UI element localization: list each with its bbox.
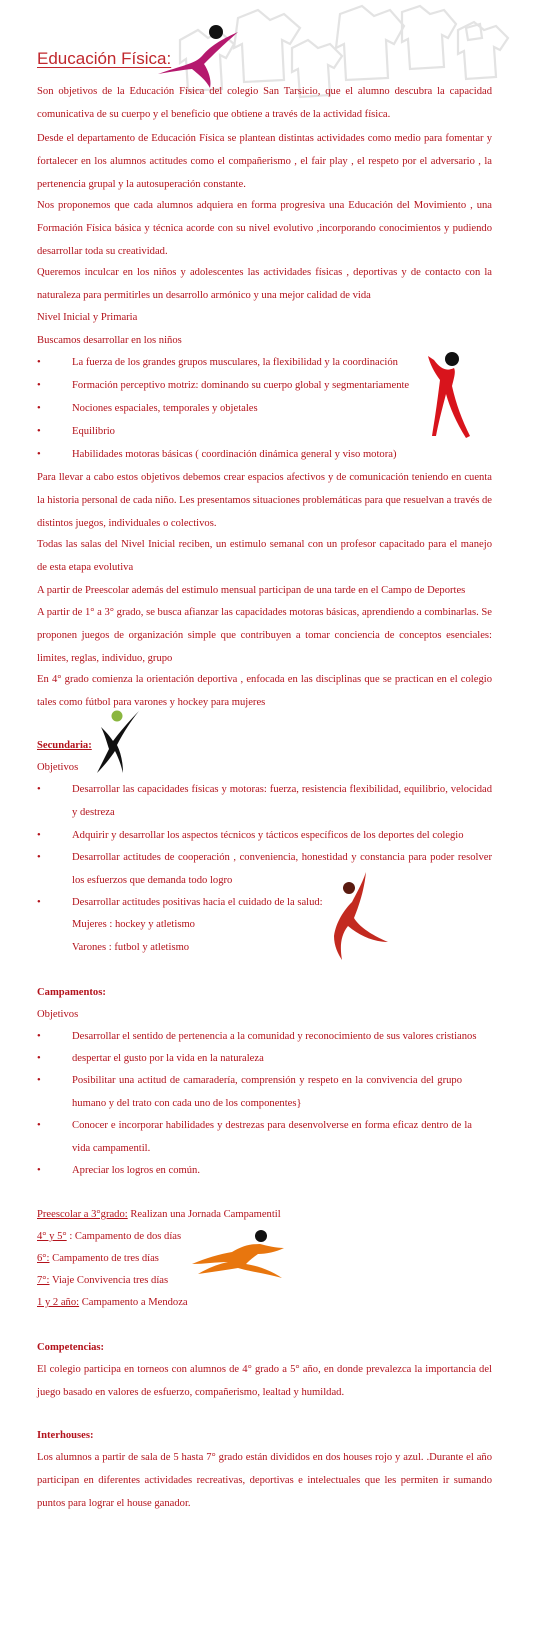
list-item-text: Nociones espaciales, temporales y objetales <box>72 403 258 414</box>
list-item-text: Desarrollar las capacidades físicas y motoras: fuerza, resistencia flexibilidad, equilibrio, velocidad y destreza <box>72 784 492 818</box>
list-item-text: Desarrollar el sentido de pertenencia a la comunidad y reconocimiento de sus valores cristianos <box>72 1031 477 1042</box>
list-item-text: Equilibrio <box>72 426 115 437</box>
inicial-paragraph-5: En 4° grado comienza la orientación deportiva , enfocada en las disciplinas que se practican en el colegio tales como fútbol para varones y hockey para mujeres <box>37 674 492 708</box>
schedule-text: Realizan una Jornada Campamentil <box>127 1209 281 1220</box>
bullet: • <box>37 852 41 863</box>
schedule-label: 6°: <box>37 1253 50 1264</box>
campamentos-subheading: Objetivos <box>37 1009 79 1020</box>
bullet: • <box>37 449 41 460</box>
campamentos-heading: Campamentos: <box>37 987 106 998</box>
schedule-label: 1 y 2 año: <box>37 1297 80 1308</box>
inicial-paragraph-4: A partir de 1° a 3° grado, se busca afianzar las capacidades motoras básicas, aprendiendo a combinarlas. Se proponen juegos de organización simple que contribuyen a tomar conciencia de conceptos esenciales: limites, reglas, individuo, grupo <box>37 607 492 664</box>
intro-paragraph-3: Nos proponemos que cada alumnos adquiera en forma progresiva una Educación del Movimiento , una Formación Física básica y técnica acorde con su nivel evolutivo ,incorporando conocimientos y pudiendo desarrollar toda su creatividad. <box>37 200 492 257</box>
bullet: • <box>37 784 41 795</box>
red-athlete-figure <box>420 350 470 440</box>
list-item-text: Posibilitar una actitud de camaradería, comprensión y respeto en la convivencia del grupo humano y del trato con cada uno de los componentes} <box>72 1075 462 1109</box>
list-item-text: Desarrollar actitudes de cooperación , conveniencia, honestidad y constancia para poder resolver los esfuerzos que demanda todo logro <box>72 852 492 886</box>
inicial-paragraph-2: Todas las salas del Nivel Inicial reciben, un estimulo semanal con un profesor capacitado para el manejo de esta etapa evolutiva <box>37 539 492 573</box>
schedule-row <box>37 1291 188 1314</box>
schedule-text: Campamento a Mendoza <box>79 1297 188 1308</box>
bullet: • <box>37 830 41 841</box>
competencias-text: El colegio participa en torneos con alumnos de 4° grado a 5° año, en donde prevalezca la importancia del juego basado en valores de esfuerzo, compañerismo, lealtad y humildad. <box>37 1364 492 1398</box>
bullet: • <box>37 1120 41 1131</box>
list-item-text: Conocer e incorporar habilidades y destrezas para desenvolverse en forma eficaz dentro de la vida campamentil. <box>72 1120 472 1154</box>
inicial-paragraph-3: A partir de Preescolar además del estimulo mensual participan de una tarde en el Campo de Deportes <box>37 585 466 596</box>
bullet: • <box>37 1031 41 1042</box>
bullet: • <box>37 357 41 368</box>
inicial-paragraph-1: Para llevar a cabo estos objetivos debemos crear espacios afectivos y de comunicación teniendo en cuenta la historia personal de cada niño. Les presentamos situaciones problemáticas para que resuelvan a través de distintos juegos, individuales o colectivos. <box>37 472 492 529</box>
schedule-text: Viaje Convivencia tres días <box>49 1275 169 1286</box>
page-title: Educación Física: <box>37 49 172 68</box>
intro-paragraph-1: Son objetivos de la Educación Física del colegio San Tarsicio, que el alumno descubra la capacidad comunicativa de su cuerpo y el beneficio que obtiene a través de la actividad física. <box>37 86 492 120</box>
intro-paragraph-4: Queremos inculcar en los niños y adolescentes las actividades físicas , deportivas y de contacto con la naturaleza para permitirles un desarrollo armónico y una mejor calidad de vida <box>37 267 492 301</box>
secundaria-mujeres: Mujeres : hockey y atletismo <box>72 919 195 930</box>
schedule-label: Preescolar a 3°grado: <box>37 1209 128 1220</box>
secundaria-subheading: Objetivos <box>37 762 79 773</box>
schedule-label: 4° y 5° <box>37 1231 67 1242</box>
schedule-row <box>37 1269 168 1292</box>
bullet: • <box>37 380 41 391</box>
schedule-label: 7°: <box>37 1275 50 1286</box>
bullet: • <box>37 897 41 908</box>
schedule-row <box>37 1247 159 1270</box>
bullet: • <box>37 403 41 414</box>
orange-runner-figure <box>190 1228 285 1280</box>
intro-paragraph-2: Desde el departamento de Educación Física se plantean distintas actividades como medio para fomentar y fortalecer en los alumnos actitudes como el compañerismo , el fair play , el respeto por el adversario , la pertenencia grupal y la autosuperación constante. <box>37 133 492 190</box>
list-item-text: La fuerza de los grandes grupos musculares, la flexibilidad y la coordinación <box>72 357 398 368</box>
competencias-heading: Competencias: <box>37 1342 105 1353</box>
list-item-text: despertar el gusto por la vida en la naturaleza <box>72 1053 264 1064</box>
bullet: • <box>37 1053 41 1064</box>
schedule-row <box>37 1203 281 1226</box>
bullet: • <box>37 1075 41 1086</box>
inicial-lead: Buscamos desarrollar en los niños <box>37 335 182 346</box>
list-item-text: Apreciar los logros en común. <box>72 1165 200 1176</box>
interhouses-heading: Interhouses: <box>37 1430 94 1441</box>
schedule-text: Campamento de tres días <box>49 1253 159 1264</box>
bullet: • <box>37 1165 41 1176</box>
secundaria-heading: Secundaria: <box>37 740 92 751</box>
list-item-text: Habilidades motoras básicas ( coordinación dinámica general y viso motora) <box>72 449 397 460</box>
list-item-text: Adquirir y desarrollar los aspectos técnicos y tácticos específicos de los deportes del colegio <box>72 830 464 841</box>
secundaria-varones: Varones : futbol y atletismo <box>72 942 190 953</box>
schedule-row <box>37 1225 181 1248</box>
inicial-heading: Nivel Inicial y Primaria <box>37 312 138 323</box>
red-dancer-figure <box>330 870 390 962</box>
list-item-text: Desarrollar actitudes positivas hacia el cuidado de la salud: <box>72 897 323 908</box>
schedule-text: : Campamento de dos días <box>66 1231 182 1242</box>
interhouses-text: Los alumnos a partir de sala de 5 hasta 7° grado están divididos en dos houses rojo y azul. .Durante el año participan en diferentes actividades recreativas, deportivas e intelectuales que les permiten ir sumando puntos para lograr el house ganador. <box>37 1452 492 1509</box>
black-green-athlete-figure <box>95 705 145 775</box>
list-item-text: Formación perceptivo motriz: dominando su cuerpo global y segmentariamente <box>72 380 410 391</box>
bullet: • <box>37 426 41 437</box>
